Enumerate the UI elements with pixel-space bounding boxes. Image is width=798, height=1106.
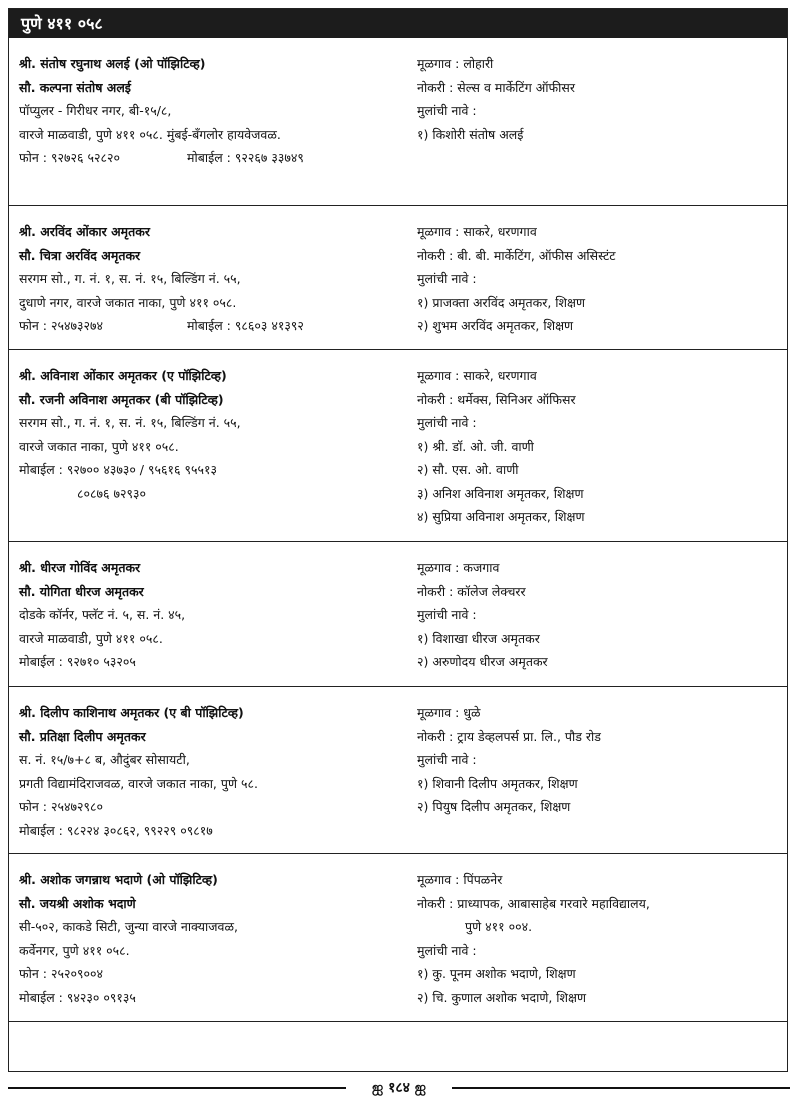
entry-details [417, 701, 777, 819]
child-name: ३) अनिश अविनाश अमृतकर, शिक्षण [417, 485, 584, 501]
entry-contact [19, 52, 404, 170]
mobile-number: मोबाईल : ९२७०० ४३७३० / ९५६१६ ९५५१३ [19, 462, 217, 477]
wife-name: सौ. कल्पना संतोष अलई [19, 79, 131, 95]
phone-row [19, 146, 404, 170]
family-entry [9, 350, 787, 542]
address-line: पॉप्युलर - गिरीधर नगर, बी-१५/८, [19, 103, 172, 118]
mobile-number: मोबाईल : ९८६०३ ४१३९२ [187, 318, 304, 333]
address-line: सरगम सो., ग. नं. १, स. नं. १५, बिल्डिंग नं. ५५, [19, 415, 241, 430]
child-name: १) श्री. डॉ. ओ. जी. वाणी [417, 438, 534, 454]
occupation-continued: पुणे ४११ ००४. [465, 919, 533, 934]
address-line: वारजे जकात नाका, पुणे ४११ ०५८. [19, 438, 179, 454]
child-name: २) सौ. एस. ओ. वाणी [417, 462, 519, 477]
native-place: मूळगाव : लोहारी [417, 56, 494, 71]
address-line: कर्वेनगर, पुणे ४११ ०५८. [19, 942, 130, 958]
phone-number: फोन : २५२०९००४ [19, 966, 103, 981]
occupation: नोकरी : बी. बी. मार्केटिंग, ऑफीस असिस्टंट [417, 247, 616, 263]
native-place: मूळगाव : पिंपळनेर [417, 872, 503, 887]
footer-rule-left [8, 1087, 346, 1089]
children-label: मुलांची नावे : [417, 103, 477, 118]
entry-contact [19, 364, 404, 505]
entry-details [417, 364, 777, 529]
child-name: १) शिवानी दिलीप अमृतकर, शिक्षण [417, 775, 578, 791]
wife-name: सौ. योगिता धीरज अमृतकर [19, 583, 144, 599]
address-line: स. नं. १५/७+८ ब, औदुंबर सोसायटी, [19, 752, 190, 767]
footer-rule-right [452, 1087, 790, 1089]
family-entry [9, 542, 787, 687]
native-place: मूळगाव : साकरे, धरणगाव [417, 224, 537, 239]
mobile-number: मोबाईल : ९८२२४ ३०८६२, ९९२२९ ०९८१७ [19, 822, 213, 838]
mobile-number: मोबाईल : ९२७१० ५३२०५ [19, 654, 136, 669]
children-label: मुलांची नावे : [417, 752, 477, 767]
entry-details [417, 556, 777, 674]
occupation: नोकरी : प्राध्यापक, आबासाहेब गरवारे महाविद्यालय, [417, 895, 650, 911]
family-entry [9, 206, 787, 350]
section-header: पुणे ४११ ०५८ [9, 9, 787, 38]
wife-name: सौ. प्रतिक्षा दिलीप अमृतकर [19, 728, 146, 744]
husband-name: श्री. अविनाश ओंकार अमृतकर (ए पॉझिटिव्ह) [19, 368, 227, 383]
occupation: नोकरी : ट्राय डेव्हलपर्स प्रा. लि., पौड रोड [417, 728, 601, 744]
child-name: १) विशाखा धीरज अमृतकर [417, 630, 540, 646]
entry-contact [19, 220, 404, 338]
occupation: नोकरी : सेल्स व मार्केटिंग ऑफीसर [417, 79, 575, 95]
directory-page [8, 8, 788, 1072]
wife-name: सौ. चित्रा अरविंद अमृतकर [19, 247, 141, 263]
mobile-number: मोबाईल : ९४२३० ०९१३५ [19, 989, 136, 1005]
native-place: मूळगाव : कजगाव [417, 560, 500, 575]
entry-details [417, 868, 777, 1009]
child-name: १) कु. पूनम अशोक भदाणे, शिक्षण [417, 966, 576, 981]
child-name: २) पियुष दिलीप अमृतकर, शिक्षण [417, 799, 571, 814]
mobile-number: मोबाईल : ९२२६७ ३३७४९ [187, 150, 304, 165]
entry-contact [19, 701, 404, 842]
address-line: सी-५०२, काकडे सिटी, जुन्या वारजे नाक्याजवळ, [19, 919, 238, 934]
entry-details [417, 52, 777, 146]
family-entry [9, 38, 787, 206]
child-name: १) प्राजक्ता अरविंद अमृतकर, शिक्षण [417, 294, 586, 310]
phone-number: फोन : २५४७२९८० [19, 799, 103, 814]
address-line: दुधाणे नगर, वारजे जकात नाका, पुणे ४११ ०५८. [19, 294, 237, 310]
page-footer [0, 1077, 798, 1099]
native-place: मूळगाव : साकरे, धरणगाव [417, 368, 537, 383]
address-line: दोडके कॉर्नर, फ्लॅट नं. ५, स. नं. ४५, [19, 607, 186, 622]
phone-number: फोन : ९२७२६ ५२८२० [19, 150, 120, 165]
family-entry [9, 854, 787, 1022]
wife-name: सौ. रजनी अविनाश अमृतकर (बी पॉझिटिव्ह) [19, 391, 224, 407]
child-name: १) किशोरी संतोष अलई [417, 126, 524, 142]
address-line: प्रगती विद्यामंदिराजवळ, वारजे जकात नाका, पुणे ५८. [19, 775, 258, 791]
entry-details [417, 220, 777, 338]
address-line: वारजे माळवाडी, पुणे ४११ ०५८. [19, 630, 163, 646]
occupation: नोकरी : कॉलेज लेक्चरर [417, 583, 526, 599]
husband-name: श्री. संतोष रघुनाथ अलई (ओ पॉझिटिव्ह) [19, 56, 206, 71]
husband-name: श्री. अशोक जगन्नाथ भदाणे (ओ पॉझिटिव्ह) [19, 872, 218, 887]
child-name: ४) सुप्रिया अविनाश अमृतकर, शिक्षण [417, 509, 585, 524]
children-label: मुलांची नावे : [417, 607, 477, 622]
family-entry [9, 687, 787, 854]
phone-number: फोन : २५४७३२७४ [19, 318, 103, 333]
wife-name: सौ. जयश्री अशोक भदाणे [19, 895, 136, 911]
husband-name: श्री. अरविंद ओंकार अमृतकर [19, 224, 150, 239]
children-label: मुलांची नावे : [417, 942, 477, 958]
phone-row [19, 314, 404, 338]
entry-contact [19, 868, 404, 1009]
children-label: मुलांची नावे : [417, 271, 477, 286]
child-name: २) अरुणोदय धीरज अमृतकर [417, 654, 548, 669]
native-place: मूळगाव : धुळे [417, 705, 481, 720]
mobile-number: ८०८७६ ७२९३० [77, 485, 146, 501]
children-label: मुलांची नावे : [417, 415, 477, 430]
husband-name: श्री. धीरज गोविंद अमृतकर [19, 560, 141, 575]
occupation: नोकरी : थर्मेक्स, सिनिअर ऑफिसर [417, 391, 576, 407]
child-name: २) शुभम अरविंद अमृतकर, शिक्षण [417, 318, 574, 333]
entry-contact [19, 556, 404, 674]
husband-name: श्री. दिलीप काशिनाथ अमृतकर (ए बी पॉझिटिव्ह) [19, 705, 244, 720]
page-number: ஐ १८४ ஐ [371, 1080, 427, 1096]
address-line: सरगम सो., ग. नं. १, स. नं. १५, बिल्डिंग नं. ५५, [19, 271, 241, 286]
child-name: २) चि. कुणाल अशोक भदाणे, शिक्षण [417, 989, 587, 1005]
address-line: वारजे माळवाडी, पुणे ४११ ०५८. मुंबई-बँगलोर हायवेजवळ. [19, 126, 281, 142]
